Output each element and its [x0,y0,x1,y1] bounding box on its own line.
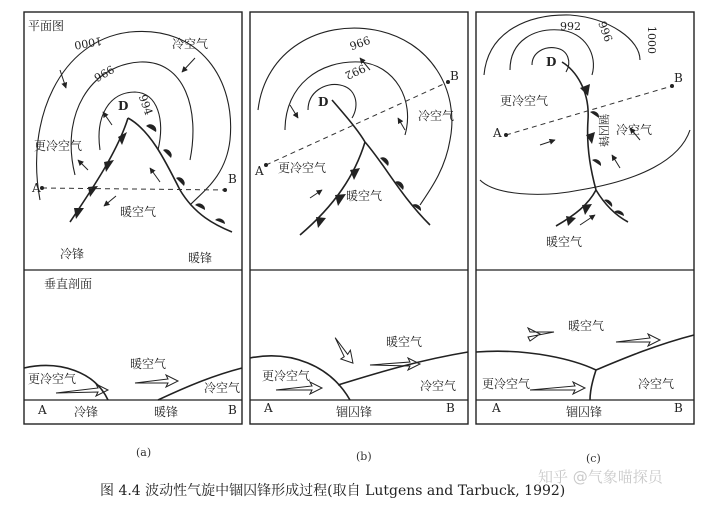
vertical-section-title: 垂直剖面 [44,277,93,291]
colder-air-label-c: 更冷空气 [500,94,549,108]
warm-front-symbol [146,124,156,132]
plan-view-title: 平面图 [28,19,65,33]
wind-arrow [104,196,116,206]
point-b-label-c: B [674,71,683,85]
figure-caption: 图 4.4 波动性气旋中锢囚锋形成过程(取自 Lutgens and Tarbuck, 1992) [100,483,566,499]
warm-air-label-c: 暖空气 [546,235,583,249]
point-a-label-c: A [493,126,502,140]
isobar-1000-a [37,31,231,205]
isobar-label-994: 994 [135,92,156,118]
colder-air-section-a: 更冷空气 [28,372,77,386]
cold-air-section-b: 冷空气 [420,379,457,393]
isobar-label-992-c: 992 [560,20,581,33]
section-occluded-front-c: 锢囚锋 [566,405,603,419]
isobar-label-996-b: 996 [347,32,372,53]
section-warm-front-a: 暖锋 [154,405,179,419]
cold-front-symbol [335,194,346,206]
rising-warm-air-arrow-b [333,334,355,366]
warm-front-symbol [195,203,205,210]
sub-label-b: (b) [356,450,372,463]
cold-front-symbol [316,217,326,228]
colder-air-label-a: 更冷空气 [34,139,83,153]
occluded-front-line-b [332,100,365,142]
warm-air-section-a: 暖空气 [130,357,167,371]
wind-arrow [540,140,555,145]
wind-arrow [580,215,595,225]
panel-a [24,12,242,424]
cold-air-arrow-c [530,382,585,394]
point-a-marker [504,133,508,137]
warm-air-label-a: 暖空气 [120,205,157,219]
warm-air-section-c: 暖空气 [568,319,605,333]
isobar-label-1000: 1000 [73,34,104,52]
section-point-a-b: A [264,401,273,415]
point-b-marker [223,188,227,192]
colder-air-section-b: 更冷空气 [262,369,311,383]
low-pressure-center-c: D [546,55,557,69]
cold-front-line-c [556,190,596,226]
warm-air-arrow-a [135,375,178,387]
section-line-a [42,188,225,190]
outflow-arrow-left-c [528,328,554,341]
cold-air-label-a: 冷空气 [172,37,209,51]
cold-front-symbol [88,186,98,197]
cold-air-label-c: 冷空气 [616,123,653,137]
warm-air-section-b: 暖空气 [386,335,423,349]
wind-arrow [182,58,195,72]
isobar-label-992-b: 992 [342,61,368,82]
wind-arrow [612,155,620,168]
wind-arrow [290,105,298,118]
low-pressure-center-b: D [318,95,329,109]
low-pressure-center-a: D [118,99,129,113]
occluded-front-label-c: 锢囚锋 [597,114,610,147]
occluded-front-line-c [562,62,596,190]
cold-front-symbol [74,208,84,219]
panel-b [250,12,468,424]
watermark: 知乎 @气象喵探员 [538,468,663,486]
occlusion-surface-c [590,370,596,400]
warm-front-label-a: 暖锋 [188,251,213,265]
section-point-a: A [38,403,47,417]
point-a-label: A [32,181,41,195]
section-point-b-b: B [446,401,455,415]
cold-front-symbol [582,204,592,215]
sub-label-c: (c) [586,452,601,465]
isobar-label-996: 996 [91,62,117,85]
cold-air-section-c: 冷空气 [638,377,675,391]
wind-arrow [78,160,88,170]
sub-label-a: (a) [136,446,152,459]
isobar-inner-b [308,84,356,118]
section-cold-front-a: 冷锋 [74,405,99,419]
wind-arrow [310,190,322,198]
section-point-b: B [228,403,237,417]
warm-front-symbol [380,157,389,166]
isobar-996-a [71,62,193,175]
occluded-front-symbol [592,159,601,166]
outflow-arrow-right-c [616,334,660,346]
warm-front-surface-c [596,335,694,370]
point-b-label: B [228,172,237,186]
section-point-a-c: A [492,401,501,415]
warm-front-symbol [215,218,225,224]
cold-air-label-b: 冷空气 [418,109,455,123]
section-point-b-c: B [674,401,683,415]
point-b-label-b: B [450,69,459,83]
point-a-marker [264,163,268,167]
cold-front-symbol [566,216,576,226]
warm-front-symbol [163,149,172,158]
wind-arrow [103,112,112,125]
colder-air-section-c: 更冷空气 [482,377,531,391]
cold-front-symbol [104,160,114,172]
isobar-label-996-c: 996 [595,19,615,44]
panel-c-frame [476,12,694,424]
wind-arrow [150,168,160,182]
point-a-label-b: A [255,164,264,178]
cold-air-section-a: 冷空气 [204,381,241,395]
section-occluded-front-b: 锢囚锋 [336,405,373,419]
isobar-label-1000-c: 1000 [645,26,658,54]
warm-air-label-b: 暖空气 [346,189,383,203]
colder-air-label-b: 更冷空气 [278,161,327,175]
wind-arrow [398,118,405,130]
isobar-1000-c [480,130,690,194]
cold-front-surface-c [476,351,596,370]
panel-c [476,12,694,424]
cold-front-label-a: 冷锋 [60,247,85,261]
cold-air-arrow-b [276,382,322,394]
